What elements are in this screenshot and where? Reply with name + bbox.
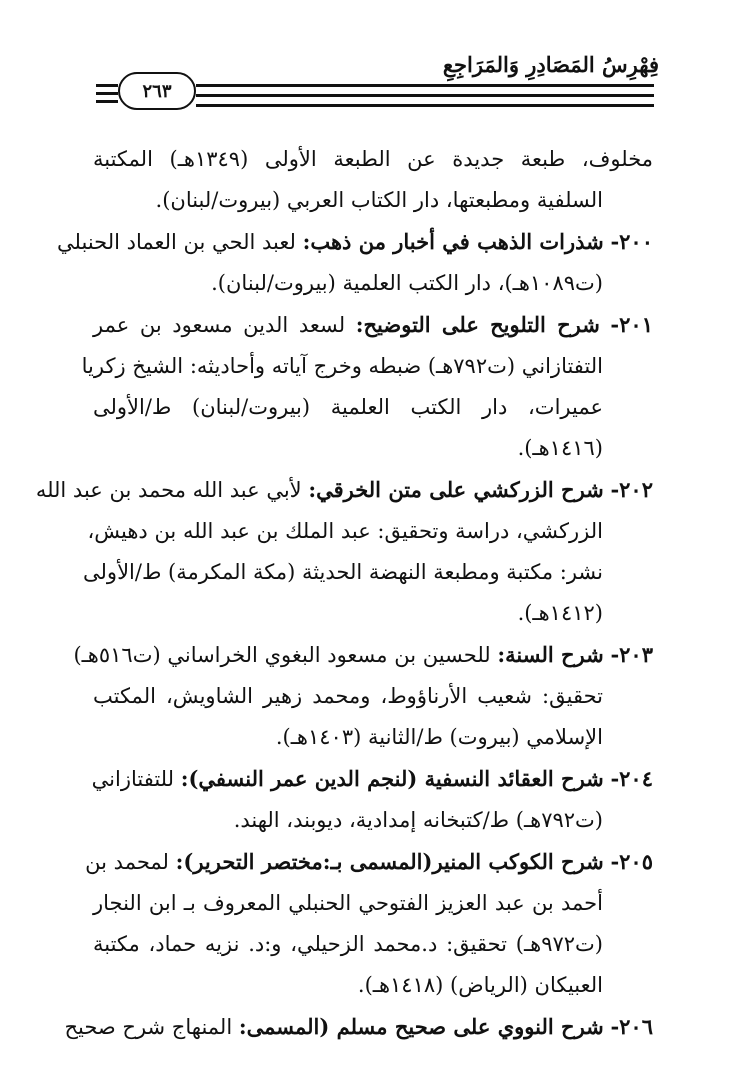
body-line: التفتازاني (ت٧٩٢هـ) ضبطه وخرج آياته وأحاديثه: الشيخ زكريا [81,354,603,378]
body-line: الزركشي، دراسة وتحقيق: عبد الملك بن عبد الله بن دهيش، [87,519,603,543]
body-line: مخلوف، طبعة جديدة عن الطبعة الأولى (١٣٤٩هـ) المكتبة [93,147,653,171]
entry-number: ٢٠٤- [610,766,653,791]
body-line: (ت٧٩٢هـ) ط/كتبخانه إمدادية، ديوبند، الهند. [233,808,603,832]
entry-number: ٢٠٦- [610,1014,653,1039]
body-line: عميرات، دار الكتب العلمية (بيروت/لبنان) ط/الأولى [93,395,603,419]
reference-entry-first-line [35,470,653,510]
header-rule-right [196,104,654,107]
entry-number: ٢٠٣- [610,642,653,667]
body-line: (ت١٠٨٩هـ)، دار الكتب العلمية (بيروت/لبنان). [211,271,603,295]
entry-text: للتفتازاني [91,767,175,791]
entry-text: للحسين بن مسعود البغوي الخراساني (ت٥١٦هـ) [73,643,491,667]
entry-number: ٢٠٢- [610,477,653,502]
header-rule-left [96,100,118,103]
entry-title: شرح الكوكب المنير(المسمى بـ:مختصر التحرير): [175,849,604,874]
body-line: (١٤١٢هـ). [517,601,603,625]
reference-entry-first-line [85,842,653,882]
body-line: الإسلامي (بيروت) ط/الثانية (١٤٠٣هـ). [275,725,603,749]
reference-entry-first-line [93,305,653,345]
reference-entry-first-line [57,222,653,262]
header-rule-right [196,84,654,87]
running-header-title: فِهْرِسُ المَصَادِرِ وَالمَرَاجِعِ [442,52,659,77]
entry-text: لعبد الحي بن العماد الحنبلي [57,230,296,254]
reference-entry-first-line [73,635,653,675]
entry-number: ٢٠٠- [610,229,653,254]
entry-title: شرح الزركشي على متن الخرقي: [308,477,604,502]
header-rule-left [96,84,118,87]
entry-text: لسعد الدين مسعود بن عمر [93,313,346,337]
body-line: تحقيق: شعيب الأرناؤوط، ومحمد زهير الشاويش، المكتب [93,684,603,708]
entry-title: شرح السنة: [497,642,604,667]
entry-text: لمحمد بن [85,850,169,874]
entry-number: ٢٠١- [610,312,653,337]
body-line: العبيكان (الرياض) (١٤١٨هـ). [357,973,603,997]
header-rule-left [96,92,118,95]
entry-title: شرح التلويح على التوضيح: [355,312,600,337]
entry-title: شرح العقائد النسفية (لنجم الدين عمر النسفي): [180,766,604,791]
entry-text: المنهاج شرح صحيح [64,1015,233,1039]
body-line: السلفية ومطبعتها، دار الكتاب العربي (بيروت/لبنان). [155,188,603,212]
entry-title: شرح النووي على صحيح مسلم (المسمى: [238,1014,604,1039]
body-line: أحمد بن عبد العزيز الفتوحي الحنبلي المعروف بـ ابن النجار [93,891,603,915]
entry-title: شذرات الذهب في أخبار من ذهب: [302,229,604,254]
entry-number: ٢٠٥- [610,849,653,874]
page-number-badge: ٢٦٣ [118,72,196,110]
reference-entry-first-line [93,759,653,799]
reference-entry-first-line [64,1007,653,1047]
body-line: نشر: مكتبة ومطبعة النهضة الحديثة (مكة المكرمة) ط/الأولى [83,560,603,584]
body-line: (١٤١٦هـ). [517,436,603,460]
header-rule-right [196,94,654,97]
body-line: (ت٩٧٢هـ) تحقيق: د.محمد الزحيلي، و:د. نزيه حماد، مكتبة [93,932,603,956]
entry-text: لأبي عبد الله محمد بن عبد الله [35,478,302,502]
